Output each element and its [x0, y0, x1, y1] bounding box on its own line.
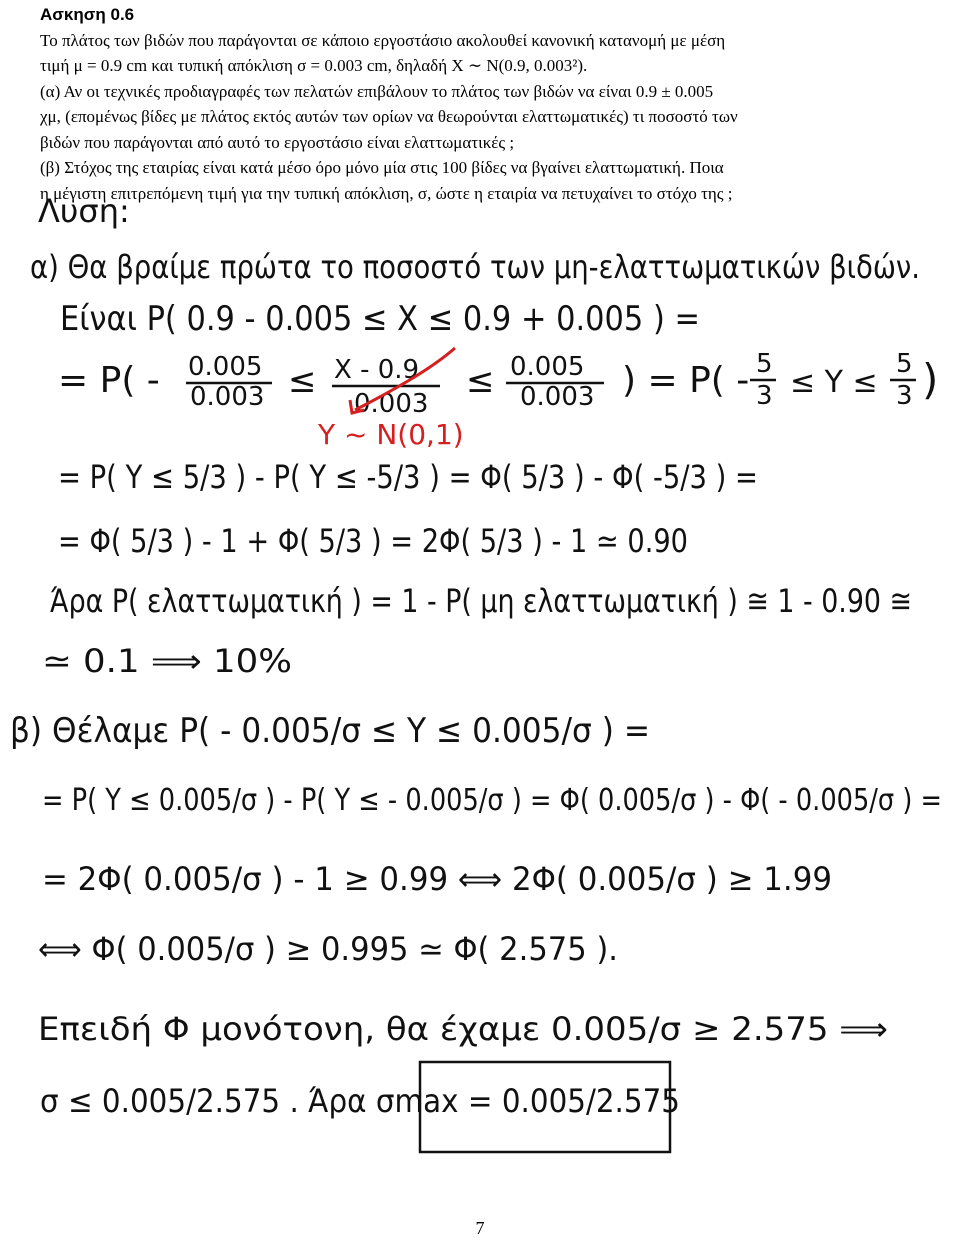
- five: 5: [896, 349, 913, 379]
- leq-symbol: ≤: [466, 361, 495, 401]
- five: 5: [756, 349, 773, 379]
- three: 3: [896, 381, 913, 411]
- a-intro: α) Θα βραίμε πρώτα το ποσοστό των μη-ελαττωματικών βιδών.: [30, 248, 920, 286]
- a-step2-mid: ) = P( -: [622, 360, 750, 401]
- statement-line-6: (β) Στόχος της εταιρίας είναι κατά μέσο όρο μόνο μία στις 100 βίδες να βγαίνει ελαττωματική. Ποια: [40, 158, 724, 177]
- statement-line-4: χμ, (επομένως βίδες με πλάτος εκτός αυτών των ορίων να θεωρούνται ελαττωματικές) τι ποσοστό των: [40, 107, 738, 126]
- a-z-den: 0.003: [354, 389, 429, 419]
- statement-line-1: Το πλάτος των βιδών που παράγονται σε κάποιο εργοστάσιο ακολουθεί κανονική κατανομή με μέση: [40, 30, 726, 50]
- statement-line-5: βιδών που παράγονται από αυτό το εργοστάσιο είναι ελαττωματικές ;: [40, 132, 515, 152]
- a-step2-left: = P( -: [58, 360, 160, 401]
- statement-line-2: τιμή μ = 0.9 cm και τυπική απόκλιση σ = 0.003 cm, δηλαδή X ∼ N(0.9, 0.003²).: [40, 56, 588, 75]
- a-step2: [58, 348, 938, 451]
- close-paren: ): [922, 355, 939, 404]
- a-frac-num: 0.005: [188, 352, 263, 382]
- a-step6: ≃ 0.1 ⟹ 10%: [42, 642, 292, 680]
- a-frac-den-2: 0.003: [520, 382, 595, 412]
- exercise-title: Ασκηση 0.6: [40, 5, 135, 24]
- statement-line-7: η μέγιστη επιτρεπόμενη τιμή για την τυπική απόκλιση, σ, ώστε η εταιρία να πετυχαίνει το στόχο της ;: [40, 183, 733, 203]
- a-z-num: X - 0.9: [334, 355, 420, 385]
- page-number: 7: [475, 1218, 485, 1238]
- three: 3: [756, 381, 773, 411]
- a-step1: Είναι P( 0.9 - 0.005 ≤ X ≤ 0.9 + 0.005 ) =: [60, 299, 700, 339]
- b-step6-group: [40, 1062, 680, 1152]
- b-step2: = P( Y ≤ 0.005/σ ) - P( Y ≤ - 0.005/σ ) = Φ( 0.005/σ ) - Φ( - 0.005/σ ) =: [42, 783, 942, 818]
- b-step1: β) Θέλαμε P( - 0.005/σ ≤ Y ≤ 0.005/σ ) =: [10, 711, 650, 751]
- a-step3: = P( Y ≤ 5/3 ) - P( Y ≤ -5/3 ) = Φ( 5/3 ) - Φ( -5/3 ) =: [58, 458, 758, 496]
- a-frac-num-2: 0.005: [510, 352, 585, 382]
- leq-symbol: ≤: [288, 361, 317, 401]
- a-note: Y ~ N(0,1): [318, 418, 464, 451]
- a-step2-right: ≤ Y ≤: [790, 365, 878, 400]
- b-step6: σ ≤ 0.005/2.575 . Άρα σmax = 0.005/2.575: [40, 1082, 680, 1120]
- a-frac-den: 0.003: [190, 382, 265, 412]
- statement-line-3: (α) Αν οι τεχνικές προδιαγραφές των πελατών επιβάλουν το πλάτος των βιδών να είναι 0.9 ± 0.005: [40, 81, 714, 101]
- b-step3: = 2Φ( 0.005/σ ) - 1 ≥ 0.99 ⟺ 2Φ( 0.005/σ ) ≥ 1.99: [42, 860, 832, 898]
- b-step4: ⟺ Φ( 0.005/σ ) ≥ 0.995 ≃ Φ( 2.575 ).: [38, 930, 618, 968]
- a-step4: = Φ( 5/3 ) - 1 + Φ( 5/3 ) = 2Φ( 5/3 ) - 1 ≃ 0.90: [58, 522, 688, 560]
- a-step5: Άρα P( ελαττωματική ) = 1 - P( μη ελαττωματική ) ≅ 1 - 0.90 ≅: [50, 582, 912, 620]
- b-step5: Επειδή Φ μονότονη, θα έχαμε 0.005/σ ≥ 2.575 ⟹: [38, 1010, 888, 1048]
- solution-heading: Λυση:: [38, 192, 130, 230]
